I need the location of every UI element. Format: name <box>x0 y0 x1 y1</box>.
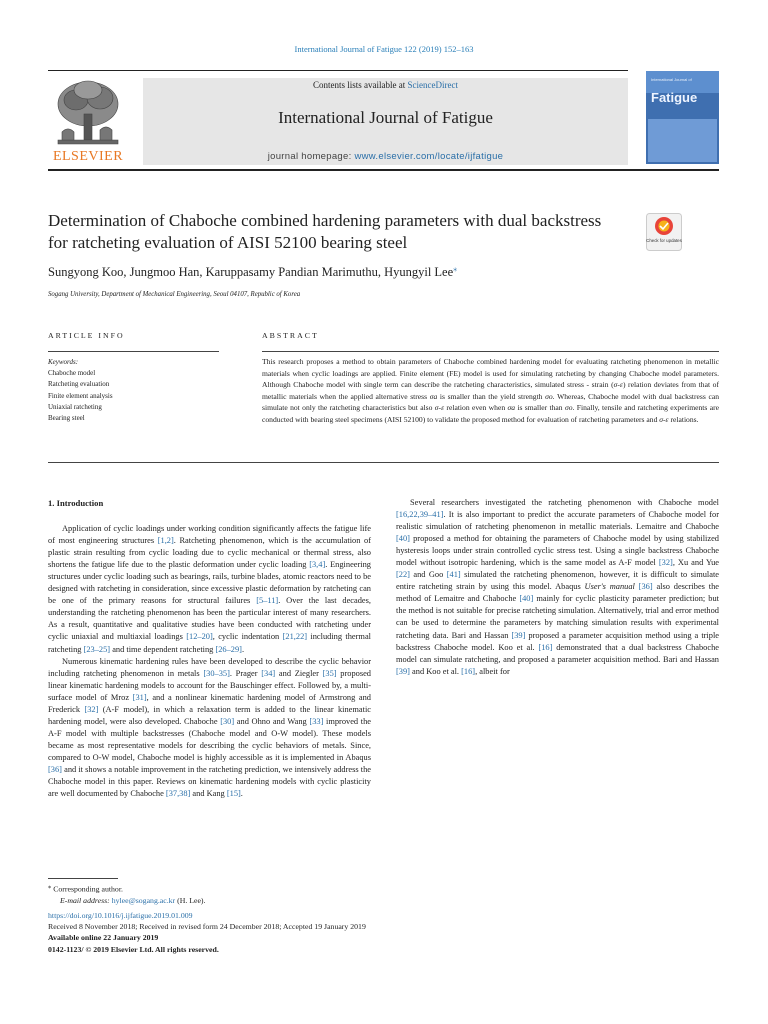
citation-link[interactable]: [16] <box>461 666 476 676</box>
body-text: . <box>240 789 243 799</box>
received-dates: Received 8 November 2018; Received in revised form 24 December 2018; Accepted 19 January 2019 <box>48 922 366 932</box>
italic-text: User's manual <box>584 582 635 592</box>
abstract-segment: is smaller than <box>515 403 565 412</box>
abstract-text <box>262 356 719 425</box>
body-text: simulated the ratcheting phenomenon, however, it is difficult to simulate entire ratcheting strain by using this model. Abaqus <box>396 570 720 592</box>
citation-link[interactable]: [41] <box>446 570 461 580</box>
body-text: . <box>241 644 245 654</box>
citation-link[interactable]: [39] <box>396 666 410 676</box>
keyword-item: Chaboche model <box>48 369 96 378</box>
keyword-item: Bearing steel <box>48 414 85 423</box>
citation-link[interactable]: [34] <box>261 668 276 678</box>
body-text: . Over the last decades, understanding the ratcheting phenomenon has been the particular interest of many researchers. As a result, quantitative and qualitative studies have been conducted with ratcheting under cyclic uniaxial and multiaxial loadings <box>48 596 371 642</box>
keyword-item: Ratcheting evaluation <box>48 380 110 389</box>
citation-link[interactable]: [39] <box>511 630 526 640</box>
body-text: and time dependent ratcheting <box>110 644 216 654</box>
footnote-mark: ⁎ <box>48 883 52 890</box>
citation-link[interactable]: [5–11] <box>256 596 279 606</box>
citation-link[interactable]: [40] <box>396 534 410 544</box>
intro-paragraph-2 <box>48 656 371 801</box>
keyword-item: Finite element analysis <box>48 391 113 400</box>
journal-cover[interactable] <box>646 71 719 164</box>
body-text: and it shows a notable improvement in the ratcheting prediction, we intensively address the Chaboche model in this paper. Reviews on kinematic hardening models with cyclic plasticity are well documented by Chaboche <box>48 764 371 799</box>
cover-title: Fatigue <box>651 90 698 105</box>
keywords-label: Keywords: <box>48 358 79 366</box>
symbol-alt-stress: σa <box>507 403 516 412</box>
journal-cover-image <box>646 71 719 164</box>
email-label: E-mail address: <box>60 895 112 905</box>
body-text: proposed a parameter acquisition method using a triple backstress Chaboche model. Koo et al. <box>396 630 719 652</box>
homepage-link[interactable]: www.elsevier.com/locate/ijfatigue <box>354 151 504 162</box>
contents-line <box>143 80 628 90</box>
body-text: proposed linear kinematic hardening models to account for the Bauschinger effect. Followed by, a multi-surface model of Mroz <box>48 668 371 702</box>
intro-paragraph-3 <box>396 497 719 678</box>
symbol-stress-strain: σ-ε <box>613 380 623 389</box>
citation-link[interactable]: [16] <box>538 642 553 652</box>
abstract-segment: relation even when <box>444 403 508 412</box>
citation-link[interactable]: [35] <box>322 668 337 678</box>
article-footer <box>48 881 366 955</box>
author-list <box>48 264 457 280</box>
citation-link[interactable]: [40] <box>519 594 534 604</box>
citation-link[interactable]: [30–35] <box>203 668 230 678</box>
corresponding-author-note <box>48 881 366 895</box>
citation-link[interactable]: [30] <box>220 716 235 726</box>
body-text: mainly for cyclic plasticity parameter prediction; but the method is not suitable for precise ratcheting simulation. Alternatively, trial and error method can be used to determine the parameters by matching simulation results with experimental ratcheting data. Bari and Hassan <box>396 594 720 640</box>
symbol-yield-strength: σo <box>545 391 553 401</box>
body-text: improved the A-F model with multiple backstresses (Chaboche model and O-W model). These models became as most representative models for describing the cyclic behaviors of metals. Since, compared to O-W model, Chaboche model is highly accessible as it is implemented in Abaqus <box>48 716 371 762</box>
body-text: and Ohno and Wang <box>234 716 310 726</box>
header-rule <box>48 70 628 71</box>
check-for-updates-badge[interactable] <box>646 213 682 251</box>
journal-citation[interactable]: International Journal of Fatigue 122 (2019) 152–163 <box>294 44 474 54</box>
header-bottom-rule <box>48 169 719 171</box>
symbol-stress-strain: σ-ε <box>434 403 445 412</box>
elsevier-tree-icon <box>48 74 128 164</box>
citation-link[interactable]: [22] <box>396 570 410 580</box>
citation-link[interactable]: [12–20] <box>186 632 213 642</box>
citation-link[interactable]: [23–25] <box>83 644 111 654</box>
article-info-rule <box>48 351 219 352</box>
intro-paragraph-1 <box>48 523 371 656</box>
body-text: demonstrated that a dual backstress Chaboche model can simulate ratcheting, and proposed a parameter acquisition method. Bari and Hassan <box>396 642 719 664</box>
body-text: . It is also important to predict the accurate parameters of Chaboche model for realistic simulation of ratcheting phenomenon in metallic materials. Lemaitre and Chaboche <box>396 510 719 532</box>
article-info-heading: ARTICLE INFO <box>48 331 125 340</box>
body-text: and Kang <box>190 789 227 799</box>
abstract-segment: ) relation deviates from that of metallic materials when the applied alternative stress <box>262 380 719 401</box>
body-text: , Xu and Yue <box>672 558 719 568</box>
keyword-item: Uniaxial ratcheting <box>48 402 102 411</box>
citation-link[interactable]: [37,38] <box>165 789 191 799</box>
symbol-yield-strength: σo <box>564 403 573 412</box>
body-text: (A-F model), in which a relaxation term is added to the linear kinematic hardening model, were also developed. Chaboche <box>48 704 372 726</box>
abstract-end-rule <box>48 462 719 463</box>
email-link[interactable]: hylee@sogang.ac.kr <box>111 895 176 905</box>
citation-link[interactable]: [16,22,39–41] <box>396 510 444 520</box>
citation-link[interactable]: [31] <box>132 692 147 702</box>
citation-link[interactable]: [32] <box>84 704 99 714</box>
citation-link[interactable]: [1,2] <box>157 536 174 546</box>
citation-link[interactable]: [15] <box>226 789 241 799</box>
sciencedirect-link[interactable]: ScienceDirect <box>407 80 458 90</box>
author-names: Sungyong Koo, Jungmoo Han, Karuppasamy Pandian Marimuthu, Hyungyil Lee <box>48 265 454 280</box>
body-text: also describes the method of Lemaitre and Chaboche <box>396 582 719 604</box>
citation-link[interactable]: [36] <box>638 582 653 592</box>
citation-link[interactable]: [36] <box>48 764 62 774</box>
elsevier-logo[interactable] <box>48 74 128 164</box>
corresponding-author-label: Corresponding author. <box>51 884 123 894</box>
section-heading-introduction: 1. Introduction <box>48 498 104 508</box>
body-column-left <box>48 497 371 800</box>
check-updates-label: Check for updates <box>646 238 682 243</box>
citation-link[interactable]: [26–29] <box>215 644 242 654</box>
abstract-segment: This research proposes a method to obtain parameters of Chaboche combined hardening model for evaluating ratcheting phenomenon in metallic materials when cyclic loadings are applied. Finite element (FE) model is used for simulating ratcheting by changing Chaboche model parameters. Although Chaboche model with single term can describe the ratcheting characteristics, simulated stress - strain ( <box>262 357 719 389</box>
body-text: Numerous kinematic hardening rules have been developed to describe the cyclic behavior including ratcheting phenomenon in metals <box>48 656 371 678</box>
citation-link[interactable]: [21,22] <box>282 632 308 642</box>
abstract-segment: is smaller than the yield strength <box>437 391 546 401</box>
email-suffix: (H. Lee). <box>175 895 206 905</box>
keywords-block <box>48 357 113 424</box>
abstract-rule <box>262 351 719 352</box>
corresponding-author-mark[interactable]: ⁎ <box>453 264 458 273</box>
contents-prefix: Contents lists available at <box>313 80 408 90</box>
body-text: proposed a method for obtaining the parameters of Chaboche model by using stabilized hysteresis loops under strain controlled cyclic stress test. Using a single backstress Chaboche model without isotropic hardening, which is the same model as A-F model <box>396 534 719 568</box>
body-text: , cyclic indentation <box>212 632 283 642</box>
body-text: and Goo <box>409 570 447 580</box>
homepage-prefix: journal homepage: <box>267 151 355 162</box>
symbol-stress-strain: σ-ε <box>659 414 669 424</box>
body-text: , albeit for <box>475 666 510 676</box>
citation-link[interactable]: [33] <box>309 716 324 726</box>
elsevier-wordmark: ELSEVIER <box>52 149 124 164</box>
citation-link[interactable]: [3,4] <box>309 560 326 570</box>
copyright-line: 0142-1123/ © 2019 Elsevier Ltd. All rights reserved. <box>48 944 219 954</box>
available-online: Available online 22 January 2019 <box>48 933 159 943</box>
check-updates-icon <box>646 213 682 251</box>
body-text: and Ziegler <box>275 668 323 678</box>
cover-small-title: International Journal of <box>651 77 692 82</box>
affiliation: Sogang University, Department of Mechanical Engineering, Seoul 04107, Republic of Korea <box>48 291 301 298</box>
doi-link[interactable]: https://doi.org/10.1016/j.ijfatigue.2019.01.009 <box>48 911 193 920</box>
abstract-segment: . Whereas, Chaboche model with dual backstress can simulate not only the ratcheting characteristics but also <box>262 391 719 412</box>
body-column-right <box>396 497 719 678</box>
footnote-rule <box>48 878 118 879</box>
body-text: , and a nonlinear kinematic hardening model of Armstrong and Frederick <box>48 692 371 714</box>
email-line <box>48 895 366 906</box>
body-text: . Engineering structures under cyclic loading such as bearings, rails, turbine blades, atomic reactors need to be designed with ratcheting in consideration, since excessive plastic deformation by ratcheting can be one of the primary reasons for structural failures <box>48 560 371 606</box>
journal-homepage <box>143 151 628 162</box>
body-text: including thermal ratcheting <box>48 632 371 654</box>
abstract-segment: relations. <box>668 414 699 424</box>
body-text: . Prager <box>229 668 262 678</box>
body-text: . Ratcheting phenomenon, which is the accumulation of plastic strain resulting from cyclic loading due to cyclic mechanical or thermal stress, also shortens the fatigue life due to the plastic deformation under cyclic loading <box>48 536 371 570</box>
body-text: Several researchers investigated the ratcheting phenomenon with Chaboche model <box>410 498 719 507</box>
citation-link[interactable]: [32] <box>658 558 673 568</box>
abstract-segment: . Finally, tensile and ratcheting experiments are conducted with bearing steel specimens (AISI 52100) to validate the proposed method for evaluation of ratcheting parameters and <box>262 403 719 424</box>
symbol-alt-stress: σa <box>429 391 438 401</box>
body-text: Application of cyclic loadings under working condition significantly affects the fatigue life of most engineering structures <box>48 524 371 546</box>
article-title: Determination of Chaboche combined hardening parameters with dual backstress for ratcheting evaluation of AISI 52100 bearing steel <box>48 211 602 252</box>
journal-title: International Journal of Fatigue <box>278 108 493 127</box>
body-text: and Koo et al. <box>409 666 462 676</box>
abstract-heading: ABSTRACT <box>262 331 319 340</box>
